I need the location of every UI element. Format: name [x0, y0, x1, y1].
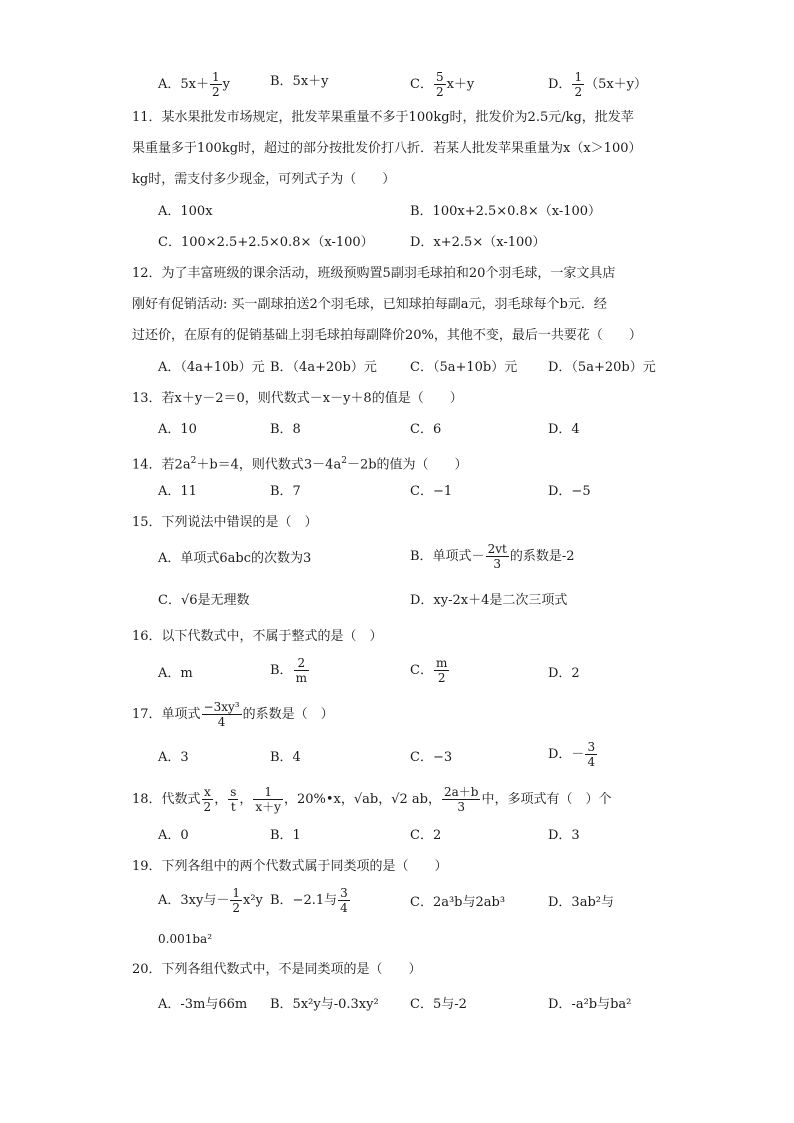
- q19-option-d-continued: 0.001ba²: [158, 932, 212, 946]
- q12-stem-line-1: 12．为了丰富班级的课余活动，班级预购置5副羽毛球拍和20个羽毛球，一家文具店: [132, 266, 616, 281]
- q18-fraction-4: [442, 785, 480, 814]
- fraction-numerator: 2: [294, 656, 309, 671]
- q12-stem-line-3: 过还价，在原有的促销基础上羽毛球拍每副降价20%，其他不变，最后一共要花（ ）: [132, 328, 642, 343]
- q12-option-b: B．（4a+20b）元: [270, 360, 377, 375]
- fraction-numerator: 2a＋b: [443, 785, 479, 799]
- q18-stem-pre: 18．代数式: [132, 792, 201, 807]
- q15-option-c: C．√6是无理数: [158, 593, 250, 608]
- q16-c-label: C．: [410, 663, 433, 678]
- q14-option-a: A．11: [158, 484, 197, 499]
- q18-option-c: C．2: [410, 828, 442, 843]
- q15-option-a: A．单项式6abc的次数为3: [158, 551, 312, 566]
- q14-option-c: C．−1: [410, 484, 453, 499]
- q10-option-c: [410, 70, 474, 99]
- fraction-numerator: 3: [587, 740, 596, 754]
- fraction-numerator: −3xy³: [203, 700, 240, 714]
- q20-stem: 20．下列各组代数式中，不是同类项的是（ ）: [132, 962, 422, 977]
- fraction-denominator: 4: [340, 901, 348, 915]
- q17-option-c: C．−3: [410, 750, 453, 765]
- q11-option-b: B．100x+2.5×0.8×（x-100）: [410, 204, 602, 219]
- q10-d-tail: （5x＋y）: [585, 77, 648, 92]
- q12-stem-line-2: 刚好有促销活动: 买一副球拍送2个羽毛球，已知球拍每副a元，羽毛球每个b元．经: [132, 297, 607, 312]
- q14-stem-mid: ＋b＝4，则代数式3－4a: [196, 457, 342, 473]
- q17-option-b: B．4: [270, 750, 301, 765]
- q19-option-c: C．2a³b与2ab³: [410, 895, 506, 910]
- q10-c-fraction: [434, 70, 446, 99]
- q15-b-fraction: [486, 542, 509, 571]
- q15-option-d: D．xy-2x＋4是二次三项式: [410, 593, 568, 608]
- q19-a-pre: A．3xy与－: [158, 893, 230, 908]
- q11-stem-line-1: 11．某水果批发市场规定，批发苹果重量不多于100kg时，批发价为2.5元/kg，批发苹: [132, 110, 634, 125]
- q13-option-c: C．6: [410, 422, 442, 437]
- q18-stem: 18．代数式 $\frac{x}{2}$ ， $\frac{s}{t}$ ， $\frac{1}{x+y}$ ，20%•x，√ab，√2 ab， $\frac{2a+b}{3}$ 中，多项式有（ ）个: [132, 785, 612, 814]
- q10-option-d: [548, 70, 647, 99]
- fraction-numerator: 1: [253, 785, 283, 800]
- q17-d-label: D．－: [548, 747, 585, 762]
- fraction-denominator: 3: [493, 557, 501, 571]
- q18-fraction-1: [202, 785, 214, 814]
- q19-option-b: [270, 886, 351, 915]
- q14-stem: [132, 451, 468, 475]
- q19-b-pre: B．−2.1与: [270, 893, 338, 908]
- q20-option-a: A．-3m与66m: [158, 997, 248, 1012]
- exponent: 2: [341, 456, 347, 466]
- q17-stem-post: 的系数是（ ）: [242, 707, 334, 722]
- fraction-denominator: m: [295, 671, 307, 685]
- q14-option-b: B．7: [270, 484, 301, 499]
- q10-option-a: [158, 70, 230, 99]
- q13-option-a: A．10: [158, 422, 197, 437]
- q11-option-d: D．x+2.5×（x-100）: [410, 235, 546, 250]
- q10-d-fraction: [572, 70, 584, 99]
- q17-stem-fraction: [202, 700, 242, 729]
- exponent: 2: [190, 456, 197, 466]
- q10-c-label: C．: [410, 77, 433, 92]
- q18-option-d: D．3: [548, 828, 580, 843]
- fraction-denominator: t: [230, 800, 236, 814]
- fraction-denominator: 3: [457, 800, 466, 814]
- fraction-denominator: 2: [574, 85, 583, 99]
- fraction-numerator: m: [435, 656, 448, 670]
- q14-stem-pre: 14．若2a: [132, 457, 191, 473]
- q11-option-c: C．100×2.5+2.5×0.8×（x-100）: [158, 235, 374, 250]
- fraction-denominator: 2: [203, 800, 212, 814]
- fraction-denominator: 2: [437, 671, 446, 685]
- q18-stem-post: 中，多项式有（ ）个: [481, 792, 612, 807]
- q15-b-pre: B．单项式－: [410, 549, 485, 564]
- fraction-denominator: x＋y: [255, 800, 281, 814]
- q14-stem-post: －2b的值为（ ）: [346, 457, 468, 473]
- q11-stem-line-2: 果重量多于100kg时，超过的部分按批发价打八折．若某人批发苹果重量为x（x＞100）: [132, 141, 642, 156]
- q18-option-b: B．1: [270, 828, 301, 843]
- q12-option-d: D．（5a+20b）元: [548, 360, 656, 375]
- q18-option-a: A．0: [158, 828, 189, 843]
- q19-a-fraction: [230, 886, 242, 915]
- q12-option-a: A．（4a+10b）元: [158, 360, 265, 375]
- q16-option-a: A．m: [158, 666, 193, 681]
- fraction-denominator: 2: [435, 85, 444, 99]
- q10-a-label: A．5x＋: [158, 77, 209, 92]
- q10-a-tail: y: [222, 77, 230, 92]
- q19-stem: 19．下列各组中的两个代数式属于同类项的是（ ）: [132, 859, 448, 874]
- fraction-denominator: 2: [212, 85, 220, 99]
- q14-option-d: D．−5: [548, 484, 591, 499]
- q13-option-d: D．4: [548, 422, 580, 437]
- q20-option-d: D．-a²b与ba²: [548, 997, 632, 1012]
- fraction-numerator: 5: [435, 70, 444, 84]
- q19-option-a: [158, 886, 263, 915]
- q16-b-fraction: [294, 656, 309, 685]
- fraction-denominator: 4: [217, 715, 226, 729]
- q20-option-c: C．5与-2: [410, 997, 467, 1012]
- q13-stem: 13．若x＋y－2＝0，则代数式－x－y＋8的值是（ ）: [132, 391, 463, 406]
- q15-stem: 15．下列说法中错误的是（ ）: [132, 515, 318, 530]
- q10-option-b: B．5x＋y: [270, 74, 329, 89]
- q12-option-c: C．（5a+10b）元: [410, 360, 518, 375]
- q11-option-a: A．100x: [158, 204, 213, 219]
- fraction-denominator: 2: [232, 901, 240, 915]
- q19-option-d: D．3ab²与: [548, 895, 614, 910]
- fraction-numerator: x: [202, 785, 214, 800]
- q10-d-label: D．: [548, 77, 572, 92]
- q17-stem-pre: 17．单项式: [132, 707, 201, 722]
- q10-a-fraction: [210, 70, 222, 99]
- fraction-numerator: 2vt: [487, 542, 507, 556]
- q18-stem-mid: ，20%•x，√ab，√2 ab，: [283, 792, 441, 807]
- fraction-numerator: s: [230, 785, 237, 799]
- q11-stem-line-3: kg时，需支付多少现金，可列式子为（ ）: [132, 172, 396, 187]
- q16-option-c: [410, 656, 450, 685]
- fraction-numerator: 1: [212, 70, 220, 84]
- fraction-denominator: 4: [587, 755, 596, 769]
- q19-b-fraction: [338, 886, 350, 915]
- q16-option-b: [270, 656, 310, 685]
- q17-stem: [132, 700, 334, 729]
- q18-fraction-2: [228, 785, 238, 814]
- fraction-numerator: 3: [340, 886, 348, 900]
- fraction-numerator: 1: [574, 70, 583, 84]
- q17-d-fraction: [585, 740, 597, 769]
- q10-c-tail: x＋y: [446, 77, 475, 92]
- q18-fraction-3: [253, 785, 283, 814]
- q15-option-b: [410, 542, 574, 571]
- q17-option-a: A．3: [158, 750, 189, 765]
- q17-option-d: [548, 740, 598, 769]
- q16-b-label: B．: [270, 663, 293, 678]
- q16-option-d: D．2: [548, 666, 580, 681]
- q16-stem: 16．以下代数式中，不属于整式的是（ ）: [132, 629, 383, 644]
- q15-b-post: 的系数是-2: [509, 549, 575, 564]
- q13-option-b: B．8: [270, 422, 301, 437]
- q16-c-fraction: [434, 656, 449, 685]
- q20-option-b: B．5x²y与-0.3xy²: [270, 997, 379, 1012]
- fraction-numerator: 1: [232, 886, 240, 900]
- q19-a-post: x²y: [242, 893, 263, 908]
